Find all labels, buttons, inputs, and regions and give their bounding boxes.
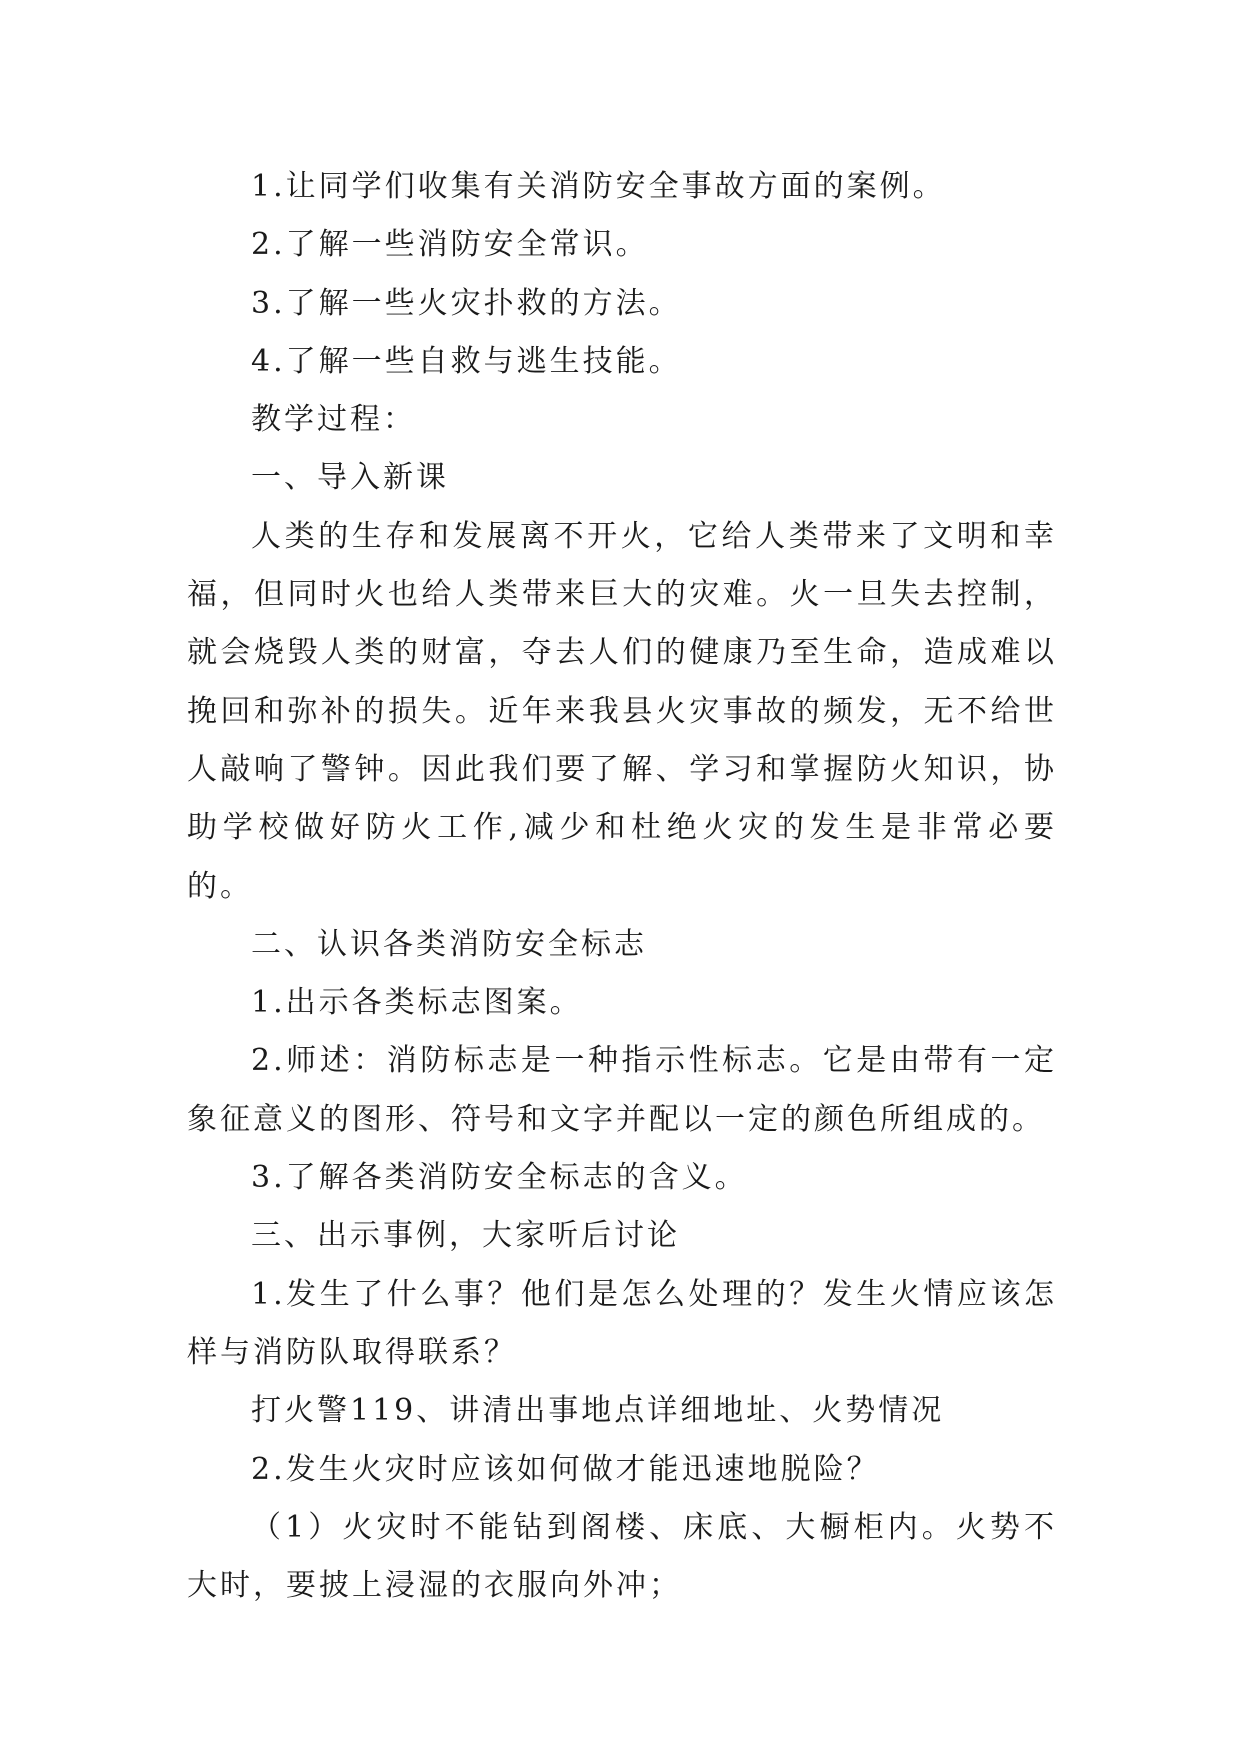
section-2-item-2: 2.师述：消防标志是一种指示性标志。它是由带有一定象征意义的图形、符号和文字并配以一定的颜色所组成的。 xyxy=(187,1043,1057,1137)
section-3-heading: 三、出示事例，大家听后讨论 xyxy=(251,1218,680,1254)
objective-4: 4.了解一些自救与逃生技能。 xyxy=(251,343,682,379)
section-3-item-2: 2.发生火灾时应该如何做才能迅速地脱险？ xyxy=(251,1451,880,1487)
section-2-item-3: 3.了解各类消防安全标志的含义。 xyxy=(251,1160,748,1196)
objective-1: 1.让同学们收集有关消防安全事故方面的案例。 xyxy=(251,169,946,204)
document-body xyxy=(187,158,1057,1615)
intro-paragraph: 人类的生存和发展离不开火，它给人类带来了文明和幸福，但同时火也给人类带来巨大的灾难。火一旦失去控制，就会烧毁人类的财富，夺去人们的健康乃至生命，造成难以挽回和弥补的损失。近年来我县火灾事故的频发，无不给世人敲响了警钟。因此我们要了解、学习和掌握防火知识，协助学校做好防火工作,减少和杜绝火灾的发生是非常必要的。 xyxy=(187,518,1057,904)
section-3-item-1: 1.发生了什么事？他们是怎么处理的？发生火情应该怎样与消防队取得联系？ xyxy=(187,1276,1057,1370)
section-2-item-1: 1.出示各类标志图案。 xyxy=(251,985,583,1021)
teaching-process-heading: 教学过程： xyxy=(251,402,416,438)
section-2-heading: 二、认识各类消防安全标志 xyxy=(251,926,647,962)
section-3-answer-1: 打火警119、讲清出事地点详细地址、火势情况 xyxy=(251,1393,945,1429)
objective-2: 2.了解一些消防安全常识。 xyxy=(251,227,649,263)
section-3-subitem-1: （1）火灾时不能钻到阁楼、床底、大橱柜内。火势不大时，要披上浸湿的衣服向外冲； xyxy=(187,1509,1057,1604)
section-1-heading: 一、导入新课 xyxy=(251,460,449,496)
objective-3: 3.了解一些火灾扑救的方法。 xyxy=(251,285,682,321)
